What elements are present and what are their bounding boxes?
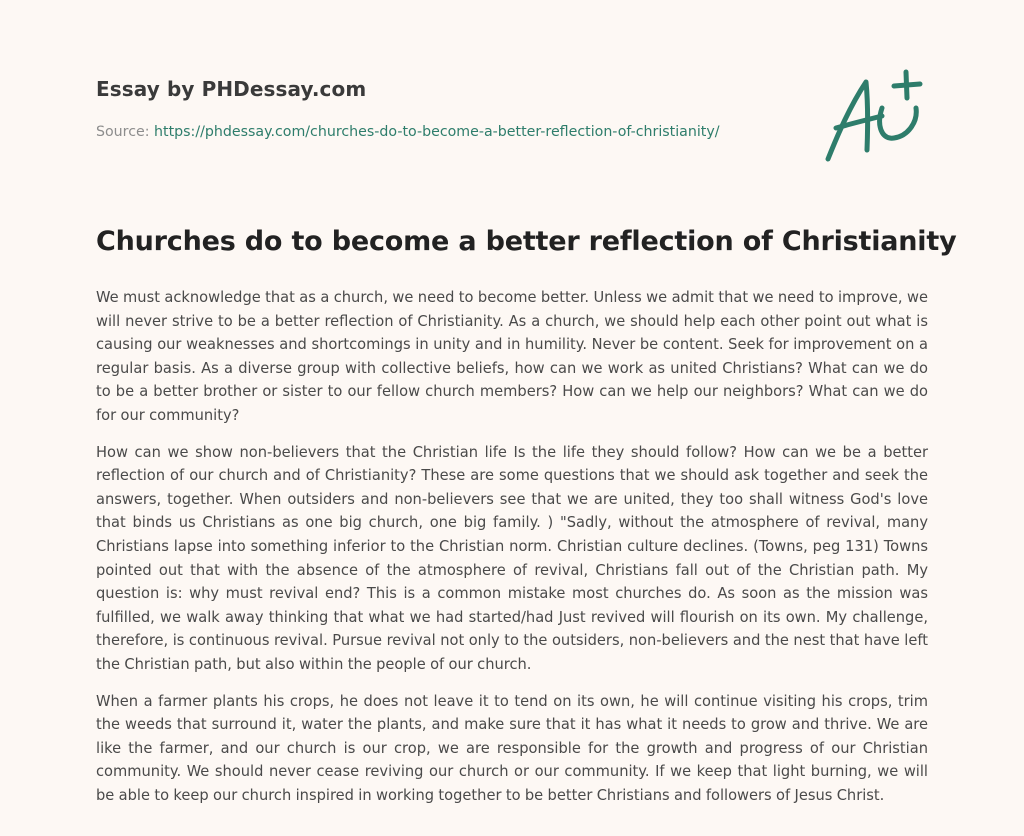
essay-paragraph: We must acknowledge that as a church, we need to become better. Unless we admit that we need to improve, we will never strive to be a better reflection of Christianity. As a church, we should help each other point out what is causing our weaknesses and shortcomings in unity and in humility. Never be content. Seek for improvement on a regular basis. As a diverse group with collective beliefs, how can we work as united Christians? What can we do to be a better brother or sister to our fellow church members? How can we help our neighbors? What can we do for our community? (96, 289, 928, 424)
source-link[interactable]: https://phdessay.com/churches-do-to-become-a-better-reflection-of-christianity/ (154, 124, 720, 140)
source-label: Source: (96, 124, 150, 140)
essay-page (96, 0, 957, 836)
source-line (96, 124, 720, 140)
a-plus-grade-icon (824, 66, 928, 166)
essay-title: Churches do to become a better reflection of Christianity (96, 226, 957, 257)
site-title: Essay by PHDessay.com (96, 77, 367, 101)
essay-paragraph: How can we show non-believers that the Christian life Is the life they should follow? How can we be a better reflection of our church and of Christianity? These are some questions that we should ask together and seek the answers, together. When outsiders and non-believers see that we are united, they too shall witness God's love that binds us Christians as one big church, one big family. ) "Sadly, without the atmosphere of revival, many Christians lapse into something inferior to the Christian norm. Christian culture declines. (Towns, peg 131) Towns pointed out that with the absence of the atmosphere of revival, Christians fall out of the Christian path. My question is: why must revival end? This is a common mistake most churches do. As soon as the mission was fulfilled, we walk away thinking that what we had started/had Just revived will flourish on its own. My challenge, therefore, is continuous revival. Pursue revival not only to the outsiders, non-believers and the nest that have left the Christian path, but also within the people of our church. (96, 443, 928, 673)
essay-body (96, 286, 928, 820)
essay-paragraph: When a farmer plants his crops, he does not leave it to tend on its own, he will continue visiting his crops, trim the weeds that surround it, water the plants, and make sure that it has what it needs to grow and thrive. We are like the farmer, and our church is our crop, we are responsible for the growth and progress of our Christian community. We should never cease reviving our church or our community. If we keep that light burning, we will be able to keep our church inspired in working together to be better Christians and followers of Jesus Christ. (96, 692, 928, 804)
